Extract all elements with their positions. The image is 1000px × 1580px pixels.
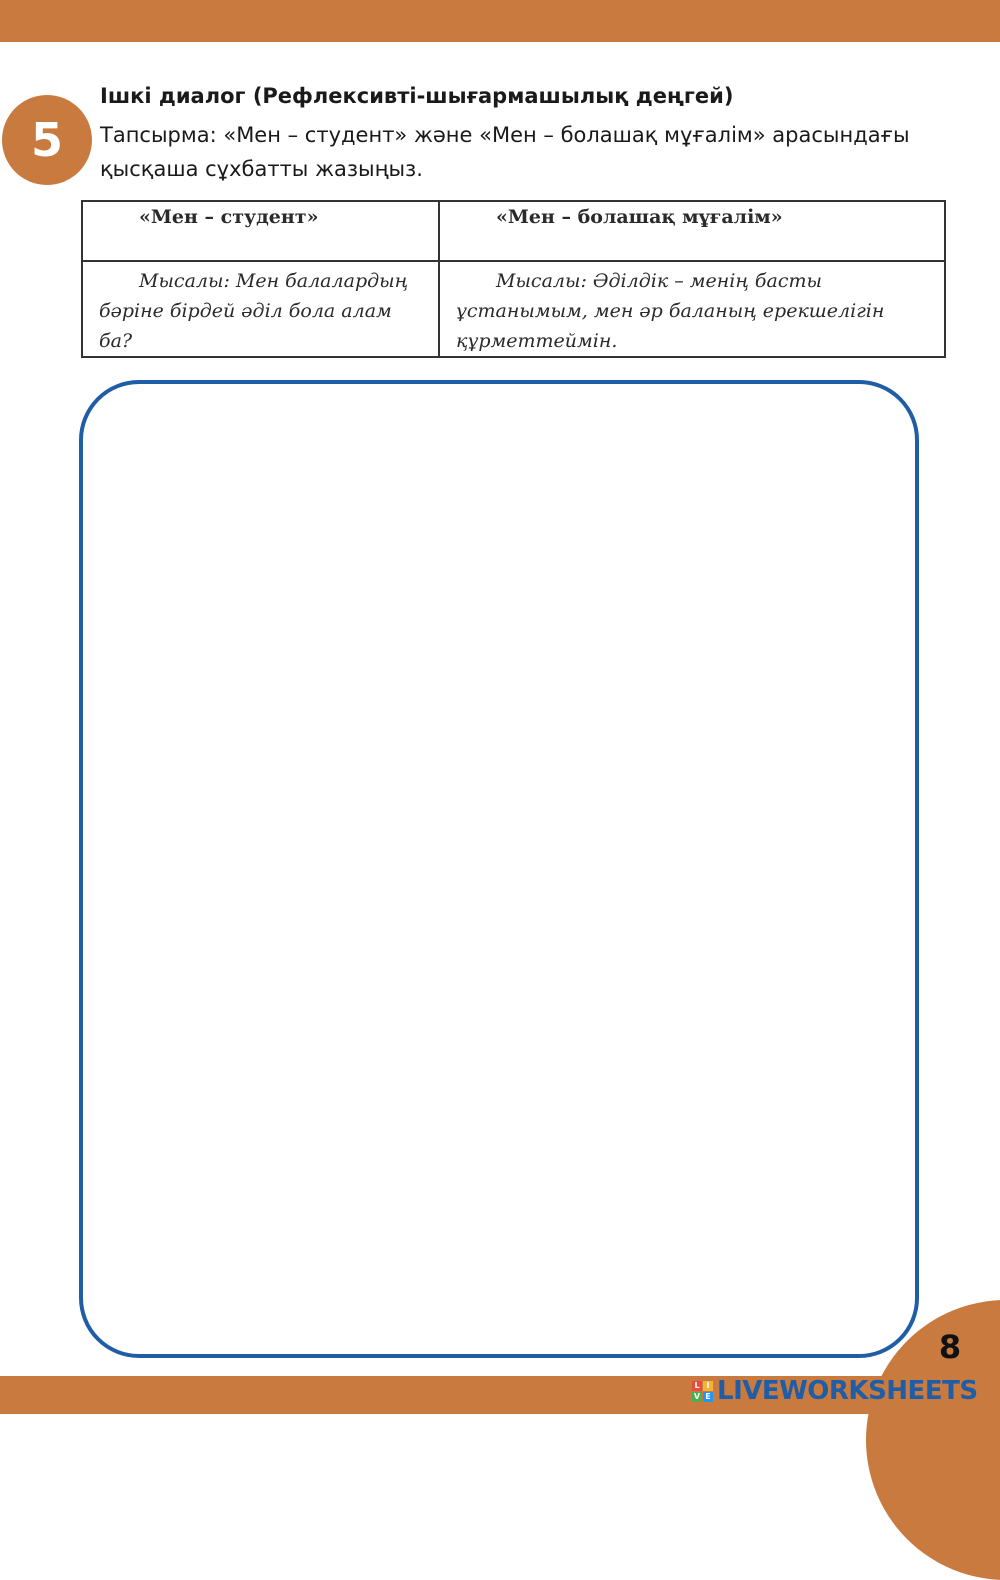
- answer-box[interactable]: [79, 380, 919, 1358]
- logo-letter: V: [693, 1391, 701, 1401]
- brand-watermark: [692, 1376, 978, 1406]
- table-cell-teacher-example: Мысалы: Әділдік – менің басты ұстанымым, мен әр баланың ерекшелігін құрметтеймін.: [439, 261, 945, 357]
- top-banner: [0, 0, 1000, 42]
- answer-textarea[interactable]: [123, 424, 879, 1318]
- logo-letter: E: [703, 1392, 713, 1402]
- brand-text: LIVEWORKSHEETS: [717, 1376, 978, 1406]
- task-title: Ішкі диалог (Рефлексивті-шығармашылық деңгей): [100, 84, 734, 108]
- logo-letter: I: [703, 1381, 713, 1391]
- table-header-row: [82, 201, 945, 261]
- table-header-student: «Мен – студент»: [82, 201, 439, 261]
- table-row: [82, 261, 945, 357]
- page-number: 8: [938, 1328, 962, 1366]
- task-number-badge: 5: [2, 95, 92, 185]
- example-table: [81, 200, 946, 358]
- logo-letter: L: [692, 1381, 702, 1391]
- liveworksheets-logo-icon: [692, 1381, 713, 1402]
- table-cell-student-example: Мысалы: Мен балалардың бәріне бірдей әділ бола алам ба?: [82, 261, 439, 357]
- task-instruction: Тапсырма: «Мен – студент» және «Мен – болашақ мұғалім» арасындағы қысқаша сұхбатты жазыңыз.: [100, 123, 910, 181]
- table-header-teacher: «Мен – болашақ мұғалім»: [439, 201, 945, 261]
